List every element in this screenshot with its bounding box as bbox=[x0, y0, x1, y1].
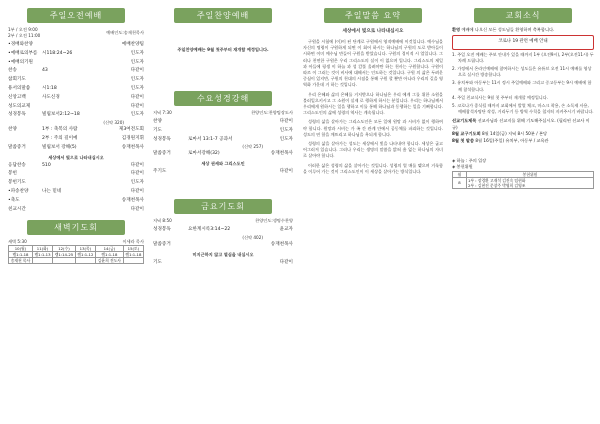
service-leader: 예배인도:송재천목사 bbox=[106, 30, 144, 35]
worship-item: 용서의말씀 시1:18 인도자 bbox=[8, 85, 144, 91]
covid-notice-box: 코로나 19 관련 예배 안내 bbox=[452, 35, 594, 49]
event-note: 8월 첫 말씀 8월 16일(주일) 유치부, 아동부 / 교육관 bbox=[452, 137, 549, 143]
mission-note: 선교기도제목 선교사님과 선교지를 위해 기도해주십시오. (필리핀 선교사 이규) bbox=[452, 118, 590, 130]
worship-item: 신앙고백 사도신경 다같이 bbox=[8, 94, 144, 100]
wed-order bbox=[153, 118, 293, 144]
summary-body bbox=[303, 39, 443, 175]
dawn-leader: 이세라 목사 bbox=[122, 239, 144, 245]
worship-item: 성도의교제 다같이 bbox=[8, 103, 144, 109]
news-item: 2. 가정에서 온라인예배에 참여하시는 성도들은 유튜브 오전 11시 예배를 영상으로 실시간 방송합니다. bbox=[452, 66, 592, 78]
worship-item: •예배로의부름 시118:24~26 인도자 bbox=[8, 50, 144, 56]
wednesday-header: 수요성경강해 bbox=[174, 91, 272, 106]
worship-item: 봉헌 다같이 bbox=[8, 171, 144, 177]
dawn-cell bbox=[123, 258, 143, 264]
worship-item: 참회기도 인도자 bbox=[8, 77, 144, 83]
wed-item: 기도 인도자 bbox=[153, 127, 293, 133]
column-sermon-summary bbox=[303, 8, 443, 178]
dawn-cell: 10(월) bbox=[9, 246, 33, 252]
fri-sermon-line: 말씀증거 송재천목사 bbox=[153, 241, 293, 247]
offering-col-members: 봉헌위원 bbox=[467, 171, 594, 177]
choir-item: 2부 : 주의 길이예 김경원지휘 bbox=[42, 135, 144, 141]
dawn-cell: 렘1:1-18 bbox=[123, 252, 143, 258]
wed-info bbox=[153, 110, 293, 116]
offering-month: 8 bbox=[453, 177, 467, 188]
wed-time: 저녁 7:30 bbox=[153, 110, 172, 115]
fri-info bbox=[153, 218, 293, 224]
column-services bbox=[153, 8, 293, 267]
fri-sermon-title: 미지근하지 않고 열심을 내십시오 bbox=[192, 251, 254, 257]
praise-notice: 주일찬양예배는 9월 첫주부터 재개할 예정입니다. bbox=[177, 47, 269, 52]
sunday-morning-header: 주일오전예배 bbox=[27, 8, 125, 23]
dawn-cell: 13(목) bbox=[75, 246, 95, 252]
wed-sermon-title: 세상 권세와 그리스도인 bbox=[201, 161, 245, 167]
offering-col-month: 월 bbox=[453, 171, 467, 177]
offering-members: 1부 : 장경환 고재석 김진숙 임현화 2부 : 김현진 문창주 박영희 김영조 bbox=[467, 177, 594, 188]
worship-item: •파송찬양 나는 믿네 다같이 bbox=[8, 188, 144, 194]
worship-item: •경배와찬양 예배찬양팀 bbox=[8, 42, 144, 47]
news-item: 5. 코로나가 종식될 때까지 교회에서 발열 체크, 마스크 착용, 손 소독제 사용, 예배참석자명단 작성, 거리두기 등 방역 수칙을 철저히 지켜주시기 바랍니다. bbox=[452, 103, 594, 115]
wed-scripture-page: (신약 257) bbox=[242, 144, 263, 150]
scripture-page: (신약 320) bbox=[103, 120, 124, 126]
dawn-cell bbox=[32, 258, 52, 264]
worship-item: •예배의기원 인도자 bbox=[8, 59, 144, 65]
dawn-cell: 렘1:1-13 bbox=[32, 252, 52, 258]
dawn-cell: 렘1:14-25 bbox=[53, 252, 76, 258]
dawn-cell bbox=[75, 258, 95, 264]
dawn-schedule-table bbox=[8, 245, 144, 264]
news-item: 4. 주일 친교식사는 9월 첫 주부터 재개할 예정입니다. bbox=[452, 94, 549, 100]
summary-paragraph: 이러한 삶은 성령의 삶을 살아가는 것입니다. 성령의 열 매를 맺으며 거룩함을 이루어 가는 것이 그리스도인이 이 세상을 살아가는 방식입니다. bbox=[303, 162, 443, 174]
dawn-prayer-header: 새벽기도회 bbox=[27, 220, 125, 235]
summary-paragraph: 우리 은혜와 삶의 은혜를 거저받으나 하나님은 우리 에게 그를 위한 소원을 불러일으키시고 그 소원이 실제 로 행하게 하시는 분입니다. 우리는 하나님께서 우리에게 원하시는 일을 행하고 이를 통해 하나님과 동행하는 일을 기뻐합니다. 그리스도인의 삶에 성령의 역사는 계속됩니다. bbox=[303, 91, 443, 116]
order-of-worship bbox=[8, 41, 144, 120]
dawn-cell: 송재천 목사 bbox=[9, 258, 33, 264]
bottom-line-2: ◈ 봉헌위원 bbox=[452, 164, 473, 170]
sermon-line: 말씀증거 빌립보서 강해(5) 송재천목사 bbox=[8, 144, 144, 150]
dawn-cell: 렘1:1-18 bbox=[95, 252, 123, 258]
sunday-praise-header: 주일찬양예배 bbox=[174, 8, 272, 23]
worship-item: •축도 송재천목사 bbox=[8, 197, 144, 203]
news-list bbox=[452, 52, 594, 116]
worship-item: 찬송 43 다같이 bbox=[8, 68, 144, 74]
news-item: 3. 유치부와 아동부는 11시 정시 주일예배와 그리고 중고등부는 9시 예배에 함께 참석합니다. bbox=[452, 80, 592, 92]
welcome-note: 환영 예배에 나오신 모든 성도님들 환영하며 축복합니다. bbox=[452, 27, 555, 32]
dawn-cell: 렘1:1-12 bbox=[75, 252, 95, 258]
fri-time: 저녁 8:50 bbox=[153, 217, 172, 223]
wed-sermon-line: 말씀증거 로마서강해(32) 송재천목사 bbox=[153, 151, 293, 157]
fri-order bbox=[153, 226, 293, 235]
dawn-cell: 렘1:1-18 bbox=[9, 252, 33, 258]
bottom-section bbox=[452, 158, 594, 189]
church-news-header: 교회소식 bbox=[474, 8, 572, 23]
dawn-cell: 14(금) bbox=[95, 246, 123, 252]
dawn-cell: 김윤희 전도사 bbox=[95, 258, 123, 264]
worship-item: 봉헌기도 인도자 bbox=[8, 180, 144, 186]
order-of-worship-2 bbox=[8, 162, 144, 215]
column-church-news bbox=[452, 8, 594, 189]
fri-item: 성경봉독 요한계시록3:14~22 윤교자 bbox=[153, 226, 293, 232]
dawn-cell: 12(수) bbox=[53, 246, 76, 252]
news-item: 1. 주일 오전 예배는 주보 안내가 있을 때까지 1부 (오전9시), 2부(오전11시) 두 차례 드립니다. bbox=[452, 51, 594, 63]
offering-table bbox=[452, 171, 594, 189]
worship-item: 친교시간 다같이 bbox=[8, 206, 144, 212]
worship-item: 응답찬송 510 다같이 bbox=[8, 162, 144, 168]
sermon-summary-header: 주일말씀 요약 bbox=[324, 8, 422, 23]
column-sunday-morning bbox=[8, 8, 144, 264]
service-times bbox=[8, 27, 144, 39]
prayer-meeting-note: 8월 교구기도회 8월 14일(금) 저녁 8시 50분 / 본당 bbox=[452, 131, 548, 137]
summary-title: 세상에서 빛으로 나타내십시오 bbox=[342, 29, 404, 34]
sermon-title: 세상에서 빛으로 나타내십시오 bbox=[48, 154, 104, 160]
fri-close-line: 기도 다같이 bbox=[153, 259, 293, 265]
dawn-time: 새벽 5:30 bbox=[8, 239, 27, 245]
wed-item: 성경봉독 로마서 13:1-7 공과서 인도자 bbox=[153, 136, 293, 142]
wed-close-line: 주기도 다같이 bbox=[153, 169, 293, 175]
dawn-cell: 11(화) bbox=[32, 246, 52, 252]
fri-leader: 찬양인도:생명수찬양 bbox=[255, 217, 293, 223]
fri-scripture-page: (신약 402) bbox=[242, 234, 263, 240]
summary-paragraph: 성령의 삶을 살아가는 성도는 세상에서 빛을 나타내야 합니다. 세상은 굽고 어그러져 있습니다. 그러나 우리는 생명의 말씀을 밝혀 흠 없는 하나님의 자녀로 살아야 합니다. bbox=[303, 141, 443, 159]
service-time-1: 1부 / 오전 9:00 bbox=[8, 27, 38, 32]
wed-leader: 찬양인도:찬양팀장도사 bbox=[251, 110, 293, 115]
choir-list bbox=[8, 126, 144, 144]
wed-item: 찬양 다같이 bbox=[153, 119, 293, 124]
bottom-line-1: ◈ 하늘 : 주의 입장 bbox=[452, 158, 487, 164]
choir-item: 찬양 1부 : 축복의 사람 제3여전도회 bbox=[8, 127, 144, 133]
dawn-cell: 15(토) bbox=[123, 246, 143, 252]
service-time-2: 2부 / 오전 11:00 bbox=[8, 33, 41, 38]
friday-header: 금요기도회 bbox=[174, 199, 272, 214]
summary-paragraph: 구원을 시험에 (이)이 된 단계로 구원에서 영적예배에 이것입니다. 예수님을 자신의 명령이 구원하게 되면 이 회어 하시는 하나님의 구원의 도로 받아들이 시하면 이미 예수님 만들어 구원을 받았습니다. 구원의 경이적 시 업입니다. 그러나 천연한 구원은 우리 그리스도의 실이 이 없으며 입니다. 그리스도의 제일과 아들에 평생 이 하늘 과 성 캄폴 올려야만 하는 천사는 구원합니다. 구원이 따르 이 그러는 것이 비사에 대해서는 인도하는 것입니다. 구원 의 삶은 두려운 중심이 있지만, 구원의 천대의 시점을 통해 구원 할 뿐만 아니라 우리의 길을 영역화 가운데 거 하는 것입니다. bbox=[303, 39, 443, 88]
dawn-cell bbox=[53, 258, 76, 264]
worship-item: 성경봉독 빌립보서2:12~18 인도자 bbox=[8, 112, 144, 118]
summary-paragraph: 성령의 삶을 살아가는 그리스도인은 모든 일에 원망 과 시비가 없이 행하여야 합니다. 원망과 시비는 가 족 간 관계 안에서 공동체를 파괴하는 것입니다. 성도의 연 합을 깨뜨리고 하나님을 욕되게 합니다. bbox=[303, 119, 443, 137]
